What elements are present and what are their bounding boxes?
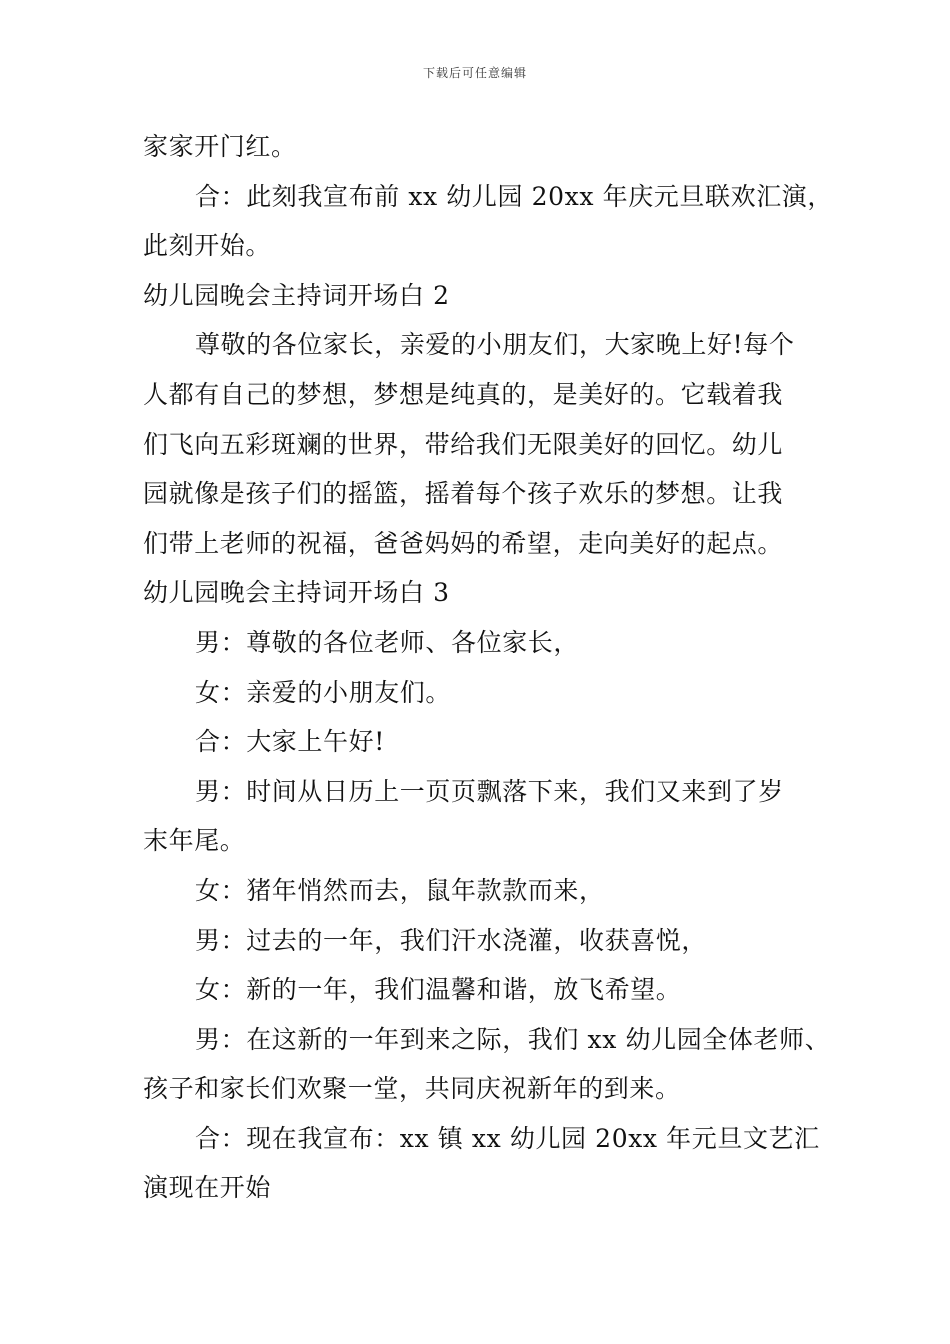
text-line: 女：猪年悄然而去，鼠年款款而来， (195, 875, 605, 905)
page-header-note: 下载后可任意编辑 (422, 66, 527, 80)
text-line: 男：时间从日历上一页页飘落下来，我们又来到了岁 (195, 776, 784, 806)
text-line: 合：现在我宣布：xx 镇 xx 幼儿园 20xx 年元旦文艺汇 (195, 1123, 820, 1153)
document-body (143, 127, 833, 1218)
text-line: 们带上老师的祝福，爸爸妈妈的希望，走向美好的起点。 (143, 528, 784, 558)
text-line: 人都有自己的梦想，梦想是纯真的，是美好的。它载着我 (143, 379, 784, 409)
text-line: 末年尾。 (143, 826, 246, 856)
text-line: 合：此刻我宣布前 xx 幼儿园 20xx 年庆元旦联欢汇演， (195, 181, 833, 211)
text-line: 们飞向五彩斑斓的世界，带给我们无限美好的回忆。幼儿 (143, 429, 784, 459)
section-heading: 幼儿园晚会主持词开场白 2 (143, 280, 450, 310)
text-line: 尊敬的各位家长，亲爱的小朋友们，大家晚上好!每个 (195, 330, 795, 360)
text-line: 男：过去的一年，我们汗水浇灌，收获喜悦， (195, 925, 708, 955)
text-line: 园就像是孩子们的摇篮，摇着每个孩子欢乐的梦想。让我 (143, 479, 784, 509)
text-line: 此刻开始。 (143, 231, 272, 261)
text-line: 孩子和家长们欢聚一堂，共同庆祝新年的到来。 (143, 1074, 681, 1104)
text-line: 合：大家上午好! (195, 727, 385, 757)
text-line: 男：尊敬的各位老师、各位家长， (195, 627, 580, 657)
text-line: 演现在开始 (143, 1173, 272, 1203)
section-heading: 幼儿园晚会主持词开场白 3 (143, 578, 450, 608)
text-line: 男：在这新的一年到来之际，我们 xx 幼儿园全体老师、 (195, 1024, 831, 1054)
text-line: 女：亲爱的小朋友们。 (195, 677, 452, 707)
text-line: 女：新的一年，我们温馨和谐，放飞希望。 (195, 975, 682, 1005)
text-line: 家家开门红。 (143, 132, 297, 161)
